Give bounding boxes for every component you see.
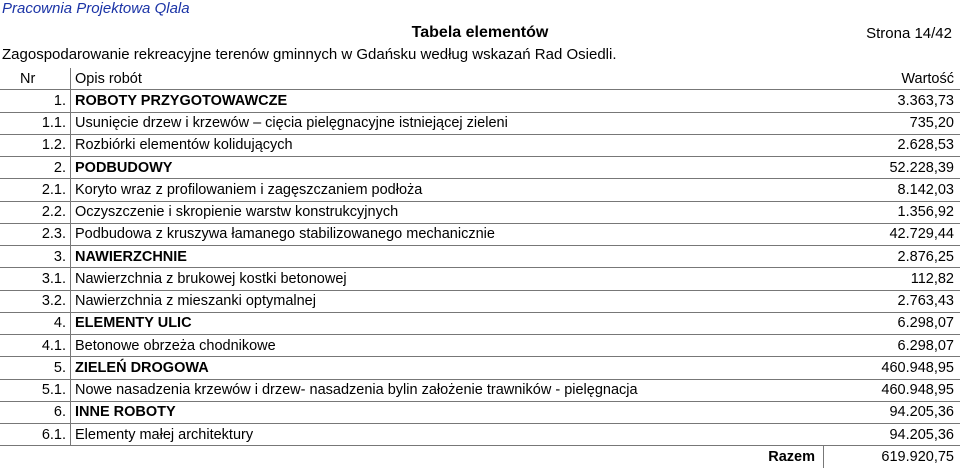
row-description: PODBUDOWY <box>71 157 824 179</box>
page-number: Strona 14/42 <box>866 25 952 42</box>
row-number: 1.2. <box>0 134 71 156</box>
row-number: 2.1. <box>0 179 71 201</box>
table-row <box>0 335 960 357</box>
row-description: Oczyszczenie i skropienie warstw konstrukcyjnych <box>71 201 824 223</box>
table-header-row <box>0 68 960 90</box>
table-section-row <box>0 90 960 112</box>
row-value: 2.763,43 <box>824 290 960 312</box>
row-description: Betonowe obrzeża chodnikowe <box>71 335 824 357</box>
row-number: 4. <box>0 312 71 334</box>
row-number: 1.1. <box>0 112 71 134</box>
row-value: 2.628,53 <box>824 134 960 156</box>
column-header-description: Opis robót <box>71 68 824 90</box>
row-number: 5.1. <box>0 379 71 401</box>
row-description: ZIELEŃ DROGOWA <box>71 357 824 379</box>
row-number: 3.2. <box>0 290 71 312</box>
row-description: Elementy małej architektury <box>71 424 824 446</box>
row-description: Nawierzchnia z brukowej kostki betonowej <box>71 268 824 290</box>
row-value: 112,82 <box>824 268 960 290</box>
table-section-row <box>0 246 960 268</box>
table-row <box>0 179 960 201</box>
row-value: 42.729,44 <box>824 223 960 245</box>
table-row <box>0 201 960 223</box>
row-number: 2.2. <box>0 201 71 223</box>
row-description: ROBOTY PRZYGOTOWAWCZE <box>71 90 824 112</box>
row-value: 8.142,03 <box>824 179 960 201</box>
row-number: 4.1. <box>0 335 71 357</box>
row-value: 460.948,95 <box>824 379 960 401</box>
row-description: NAWIERZCHNIE <box>71 246 824 268</box>
table-row <box>0 379 960 401</box>
table-row <box>0 112 960 134</box>
row-value: 1.356,92 <box>824 201 960 223</box>
row-description: Podbudowa z kruszywa łamanego stabilizowanego mechanicznie <box>71 223 824 245</box>
column-header-value: Wartość <box>824 68 960 90</box>
table-row <box>0 268 960 290</box>
row-number: 6.1. <box>0 424 71 446</box>
row-number: 2.3. <box>0 223 71 245</box>
row-description: Rozbiórki elementów kolidujących <box>71 134 824 156</box>
row-value: 460.948,95 <box>824 357 960 379</box>
total-label: Razem <box>0 446 824 468</box>
elements-table <box>0 68 960 468</box>
table-row <box>0 223 960 245</box>
table-section-row <box>0 312 960 334</box>
row-value: 6.298,07 <box>824 335 960 357</box>
project-subtitle: Zagospodarowanie rekreacyjne terenów gminnych w Gdańsku według wskazań Rad Osiedli. <box>2 46 617 63</box>
row-value: 735,20 <box>824 112 960 134</box>
row-number: 3.1. <box>0 268 71 290</box>
document-title: Tabela elementów <box>0 24 960 42</box>
row-value: 3.363,73 <box>824 90 960 112</box>
table-row <box>0 290 960 312</box>
row-number: 2. <box>0 157 71 179</box>
table-section-row <box>0 157 960 179</box>
row-number: 1. <box>0 90 71 112</box>
row-description: ELEMENTY ULIC <box>71 312 824 334</box>
table-section-row <box>0 401 960 423</box>
table-row <box>0 424 960 446</box>
row-description: INNE ROBOTY <box>71 401 824 423</box>
row-description: Usunięcie drzew i krzewów – cięcia pielęgnacyjne istniejącej zieleni <box>71 112 824 134</box>
row-value: 6.298,07 <box>824 312 960 334</box>
row-value: 2.876,25 <box>824 246 960 268</box>
row-description: Koryto wraz z profilowaniem i zagęszczaniem podłoża <box>71 179 824 201</box>
row-value: 52.228,39 <box>824 157 960 179</box>
table-total-row <box>0 446 960 468</box>
total-value: 619.920,75 <box>824 446 960 468</box>
row-description: Nowe nasadzenia krzewów i drzew- nasadzenia bylin założenie trawników - pielęgnacja <box>71 379 824 401</box>
row-value: 94.205,36 <box>824 424 960 446</box>
row-number: 5. <box>0 357 71 379</box>
row-number: 3. <box>0 246 71 268</box>
row-value: 94.205,36 <box>824 401 960 423</box>
table-section-row <box>0 357 960 379</box>
column-header-nr: Nr <box>0 68 71 90</box>
table-row <box>0 134 960 156</box>
row-description: Nawierzchnia z mieszanki optymalnej <box>71 290 824 312</box>
company-name: Pracownia Projektowa Qlala <box>2 0 190 17</box>
row-number: 6. <box>0 401 71 423</box>
